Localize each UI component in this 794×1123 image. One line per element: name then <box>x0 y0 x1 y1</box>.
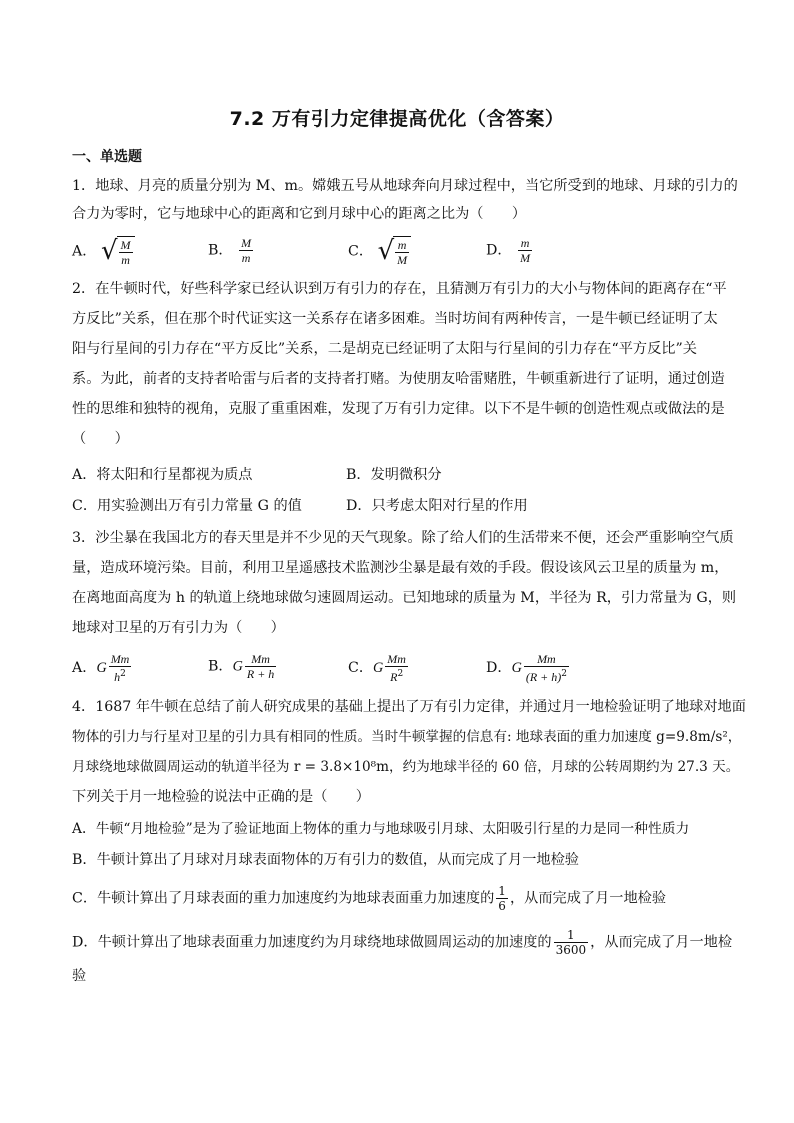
q1-option-d <box>486 236 534 265</box>
fraction: $\frac{Mm}{R^2}$ <box>387 652 406 684</box>
q3-text-line-4: 地球对卫星的万有引力为（ ） <box>72 620 285 636</box>
q3-option-c: C．G $\frac{Mm}{R^2}$ <box>348 652 406 684</box>
fraction: $\frac{Mm}{h^2}$ <box>110 652 130 684</box>
q2-text-line-1: 2．在牛顿时代，好些科学家已经认识到万有引力的存在，且猜测万有引力的大小与物体间的距离存在“平 <box>72 281 727 297</box>
fraction: $\frac{M}{m}$ <box>241 236 252 265</box>
q1-option-a <box>72 236 135 267</box>
option-label: C． <box>348 243 374 260</box>
q4-text-line-3: 月球绕地球做圆周运动的轨道半径为 r = 3.8×10⁸m，约为地球半径的 60 倍，月球的公转周期约为 27.3 天。 <box>72 759 740 775</box>
q2-option-b: B．发明微积分 <box>346 467 442 483</box>
fraction: $\frac{m}{M}$ <box>520 236 531 265</box>
option-label: A． <box>72 660 97 676</box>
option-label: B． <box>208 658 233 675</box>
q3-text-line-3: 在离地面高度为 h 的轨道上绕地球做匀速圆周运动。已知地球的质量为 M，半径为 R，引力常量为 G，则 <box>72 590 737 606</box>
q2-option-a: A．将太阳和行星都视为质点 <box>72 467 253 483</box>
q3-text-line-2: 量，造成环境污染。目前，利用卫星遥感技术监测沙尘暴是最有效的手段。假设该风云卫星的质量为 m， <box>72 560 729 576</box>
q4-option-c: C．牛顿计算出了月球表面的重力加速度约为地球表面重力加速度的 $\frac{1}{6}$ ，从而完成了月一地检验 <box>72 884 667 913</box>
section-heading: 一、单选题 <box>72 149 142 165</box>
fraction: $\frac{Mm}{(R + h)^2}$ <box>525 652 567 684</box>
q4-text-line-2: 物体的引力与行星对卫星的引力具有相同的性质。当时牛顿掌握的信息有: 地球表面的重力加速度 g=9.8m/s²， <box>72 729 742 745</box>
q4-text-line-1: 4．1687 年牛顿在总结了前人研究成果的基础上提出了万有引力定律，并通过月一地检验证明了地球对地面 <box>72 699 746 715</box>
q2-option-c: C．用实验测出万有引力常量 G 的值 <box>72 498 302 514</box>
fraction: $\frac{1}{3600}$ <box>555 928 587 957</box>
q1-option-c <box>348 236 411 267</box>
q4-option-a: A．牛顿“月地检验”是为了验证地面上物体的重力与地球吸引月球、太阳吸引行星的力是同一种性质力 <box>72 821 690 837</box>
option-label: A． <box>72 243 97 260</box>
q3-option-b: B．G $\frac{Mm}{R + h}$ <box>208 652 275 681</box>
q2-text-line-3: 阳与行星间的引力存在“平方反比”关系，二是胡克已经证明了太阳与行星间的引力存在“平方反比”关 <box>72 341 697 357</box>
sqrt-expression: √ $\frac{M}{m}$ <box>101 236 135 267</box>
q2-text-line-5: 性的思维和独特的视角，克服了重重困难，发现了万有引力定律。以下不是牛顿的创造性观点或做法的是 <box>72 401 725 417</box>
q1-text-line-1: 1．地球、月亮的质量分别为 M、m。嫦娥五号从地球奔向月球过程中，当它所受到的地球、月球的引力的 <box>72 178 738 194</box>
q3-option-a: A．G $\frac{Mm}{h^2}$ <box>72 652 130 684</box>
option-label: B． <box>208 242 233 259</box>
q2-text-line-4: 系。为此，前者的支持者哈雷与后者的支持者打赌。为使朋友哈雷赌胜，牛顿重新进行了证明，通过创造 <box>72 371 725 387</box>
option-label: D． <box>486 242 512 259</box>
sqrt-expression: √ $\frac{m}{M}$ <box>378 236 412 267</box>
q3-option-d: D．G $\frac{Mm}{(R + h)^2}$ <box>486 652 567 684</box>
q4-text-line-4: 下列关于月一地检验的说法中正确的是（ ） <box>72 789 370 805</box>
option-label: C． <box>348 660 374 676</box>
q1-text-line-2: 合力为零时，它与地球中心的距离和它到月球中心的距离之比为（ ） <box>72 206 527 222</box>
q2-text-line-2: 方反比”关系，但在那个时代证实这一关系存在诸多困难。当时坊间有两种传言，一是牛顿已经证明了太 <box>72 311 718 327</box>
q3-text-line-1: 3．沙尘暴在我国北方的春天里是并不少见的天气现象。除了给人们的生活带来不便，还会严重影响空气质 <box>72 530 734 546</box>
page-title: 7.2 万有引力定律提高优化（含答案） <box>229 108 565 130</box>
q4-option-b: B．牛顿计算出了月球对月球表面物体的万有引力的数值，从而完成了月一地检验 <box>72 852 579 868</box>
q2-text-line-6: （ ） <box>72 431 129 447</box>
q2-option-d: D．只考虑太阳对行星的作用 <box>346 498 528 514</box>
fraction: $\frac{Mm}{R + h}$ <box>246 652 275 681</box>
q4-option-d: D．牛顿计算出了地球表面重力加速度约为月球绕地球做圆周运动的加速度的 $\frac{1}{3600}$ ，从而完成了月一地检 <box>72 928 733 957</box>
option-label: D． <box>486 660 512 676</box>
q4-option-d-continuation: 验 <box>72 968 87 984</box>
fraction: $\frac{1}{6}$ <box>498 884 506 913</box>
q1-option-b <box>208 236 255 265</box>
